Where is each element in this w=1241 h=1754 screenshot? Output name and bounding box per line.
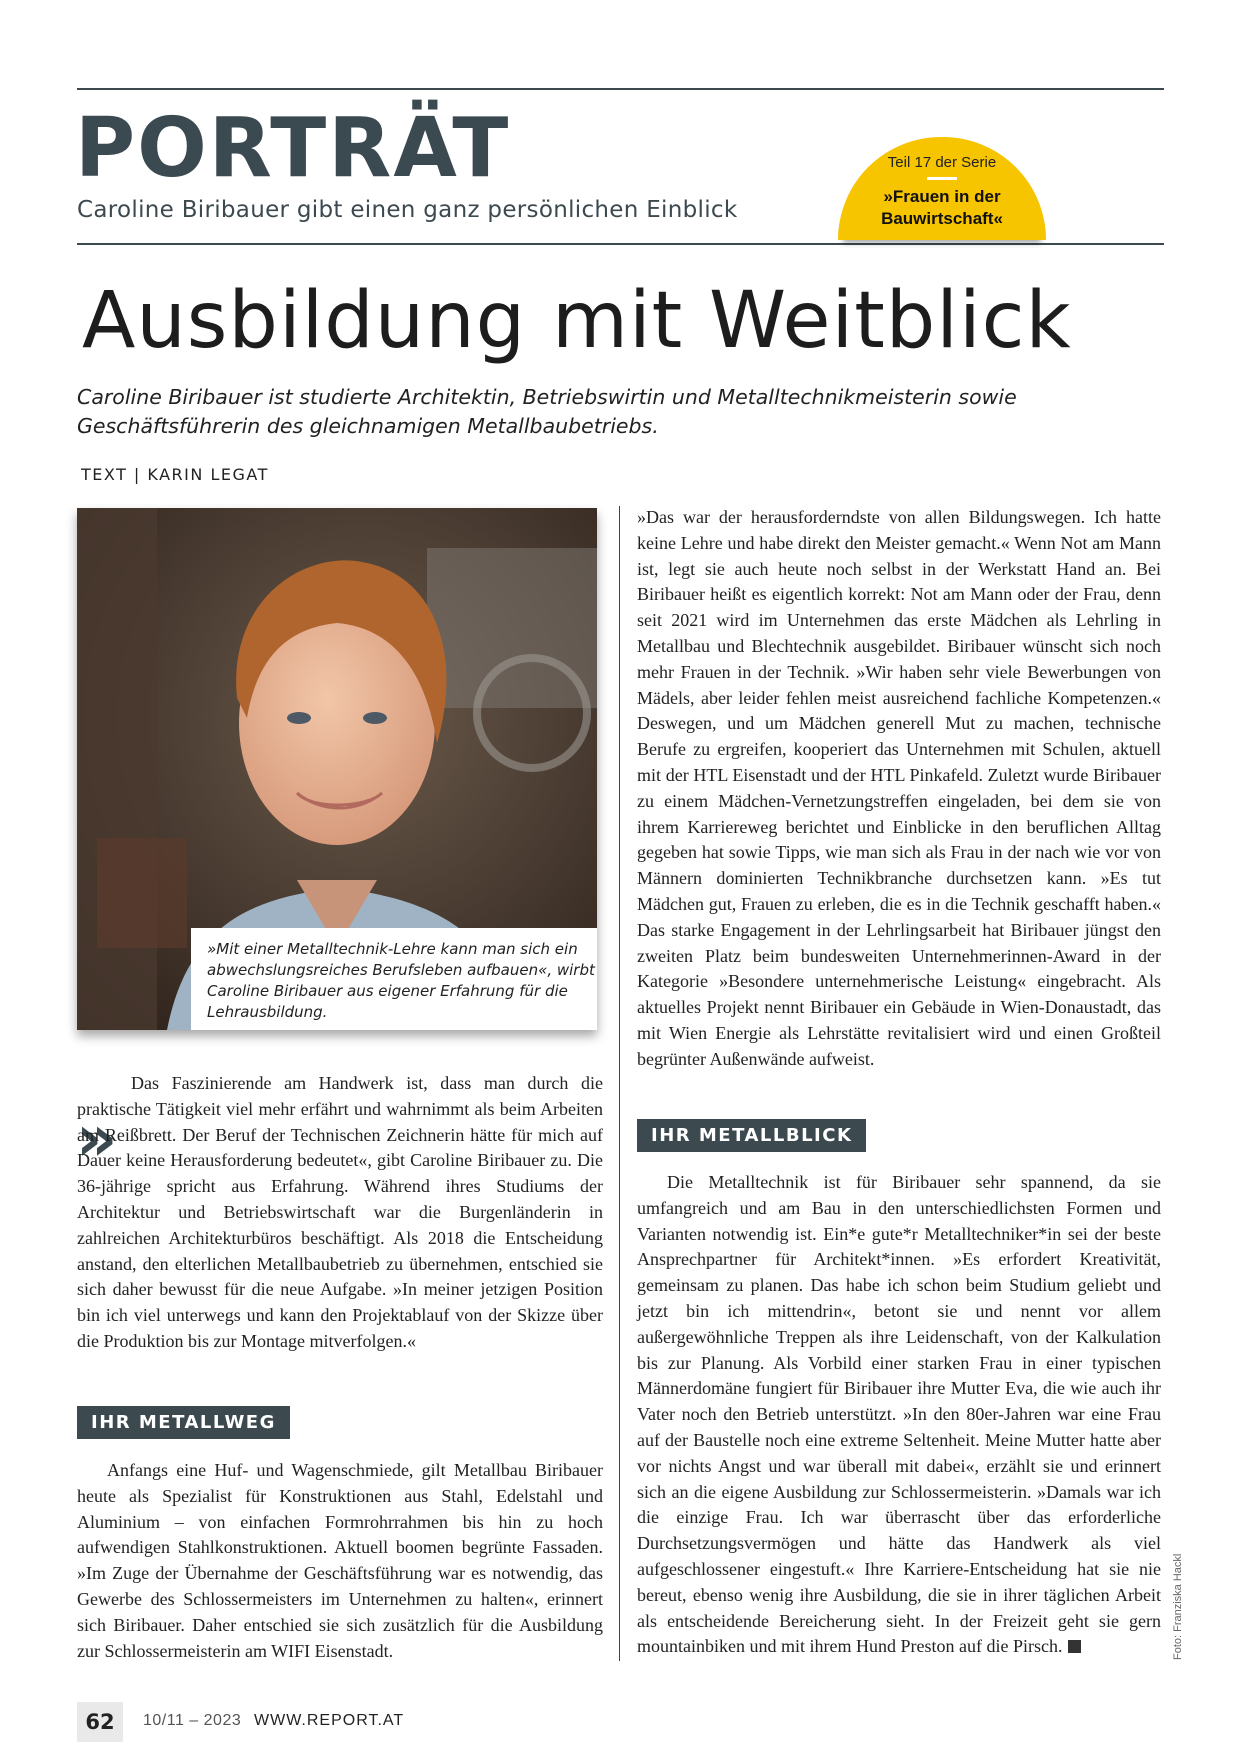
- article-headline: Ausbildung mit Weitblick: [82, 276, 1072, 366]
- section2-paragraph: [637, 1170, 1161, 1660]
- intro-paragraph: [77, 1071, 603, 1355]
- series-badge: [838, 137, 1046, 240]
- right-text-1: »Das war der herausforderndste von allen Bildungswegen. Ich hatte keine Lehre und habe direkt den Meister gemacht.« Wenn Not am Mann ist, legt sie auch heute noch selbst in der Werkstatt Hand an. Bei Biribauer heißt es eigentlich korrekt: Not am Mann oder der Frau, denn seit 2021 wird im Unternehmen das erste Mädchen als Lehrling in Metallbau und Blechtechnik ausgebildet. Biribauer wünscht sich noch mehr Frauen in der Technik. »Wir haben sehr viele Bewerbungen von Mädels, aber leider fehlen meist ausreichend fachliche Kompetenzen.« Deswegen, und um Mädchen generell Mut zu machen, technische Berufe zu ergreifen, kooperiert das Unternehmen mit Schulen, aktuell mit der HTL Eisenstadt und der HTL Pinkafeld. Zuletzt wurde Biribauer zu einem Mädchen-Vernetzungstreffen eingeladen, bei dem sie von ihrem Karriereweg berichtet und Einblicke in den beruflichen Alltag gegeben hat sowie Tipps, wie man sich als Frau in der nach wie vor von Männern dominierten Technikbranche durchsetzen kann. »Es tut Mädchen gut, Frauen zu erleben, die es in die Technik geschafft haben.« Das starke Engagement in der Lehrlingsarbeit hat Biribauer jüngst den zweiten Platz beim bundesweiten Unternehmerinnen-Award in der Kategorie »Besondere unternehmerische Leistung« eingebracht. Als aktuelles Projekt nennt Biribauer ein Gebäude in Wien-Donaustadt, das mit Wien Energie als Lehrstätte revitalisiert wird und einen Großteil begrünter Außenwände aufweist.: [637, 507, 1161, 1069]
- photo-credit: Foto: Franziska Hackl: [1172, 1553, 1184, 1660]
- section-subtitle: Caroline Biribauer gibt einen ganz persönlichen Einblick: [77, 197, 738, 223]
- badge-series-part: Teil 17 der Serie: [887, 154, 997, 171]
- badge-divider: [927, 177, 957, 180]
- section1-text: Anfangs eine Huf- und Wagenschmiede, gilt Metallbau Biribauer heute als Spezialist für Konstruktionen aus Stahl, Edelstahl und Aluminium – von einfachen Formrohrrahmen bis hin zu hoch aufwendigen Stahlkonstruktionen. Aktuell boomen begrünte Fassaden. »Im Zuge der Übernahme der Geschäftsführung war es notwendig, das Gewerbe des Schlossermeisters im Unternehmen zu halten«, erinnert sich Biribauer. Daher entschied sie sich zusätzlich für die Ausbildung zur Schlossermeisterin am WIFI Eisenstadt.: [77, 1460, 603, 1661]
- header-rule: [77, 243, 1164, 245]
- photo-caption: »Mit einer Metalltechnik-Lehre kann man sich ein abwechslungsreiches Berufsleben aufbauen«, wirbt Caroline Biribauer aus eigener Erfahrung für die Lehrausbildung.: [191, 928, 597, 1030]
- page-number: 62: [77, 1702, 123, 1742]
- portrait-photo: [77, 508, 597, 1030]
- section-heading-metallweg: IHR METALLWEG: [77, 1406, 290, 1439]
- section2-text: Die Metalltechnik ist für Biribauer sehr spannend, da sie umfangreich und am Bau in den unterschiedlichsten Formen und Varianten notwendig ist. Ein*e gute*r Metalltechniker*in sei der beste Ansprechpartner für Architekt*innen. »Es erfordert Kreativität, gemeinsam zu planen. Das habe ich schon beim Studium geliebt und jetzt bin ich mittendrin«, betont sie und nennt vor allem außergewöhnliche Treppen als ihre Leidenschaft, von der Kalkulation bis zur Planung. Als Vorbild einer starken Frau in einer typischen Männerdomäne fungiert für Biribauer ihre Mutter Eva, die wie auch ihr Vater noch den Betrieb unterstützt. »In den 80er-Jahren war eine Frau auf der Baustelle noch eine extreme Seltenheit. Meine Mutter hatte aber vor nichts Angst und war überall mit dabei«, erzählt sie und erinnert sich an die eigene Ausbildung zur Schlossermeisterin. »Damals war ich die einzige Frau. Ich war überrascht über das erforderliche Durchsetzungsvermögen und hätte das Handwerk als viel aufgeschlossener eingestuft.« Ihre Karriere-Entscheidung hat sie nie bereut, ebenso wenig ihre Ausbildung, die sie in ihrer täglichen Arbeit als entscheidende Bereicherung sieht. In der Freizeit geht sie gern mountainbiken und mit ihrem Hund Preston auf die Pirsch.: [637, 1172, 1161, 1657]
- badge-series-title-1: »Frauen in der: [883, 187, 1001, 206]
- article-lead: Caroline Biribauer ist studierte Architektin, Betriebswirtin und Metalltechnikmeisterin sowie Geschäftsführerin des gleichnamigen Metallbaubetriebs.: [77, 385, 1017, 438]
- right-paragraph-1: [637, 505, 1161, 1073]
- article-byline: TEXT | KARIN LEGAT: [81, 465, 269, 484]
- badge-series-title-2: Bauwirtschaft«: [881, 209, 1003, 228]
- section1-paragraph: [77, 1458, 603, 1664]
- section-heading-metallblick: IHR METALLBLICK: [637, 1119, 866, 1152]
- section-kicker: PORTRÄT: [75, 101, 511, 196]
- intro-text: Das Faszinierende am Handwerk ist, dass man durch die praktische Tätigkeit viel mehr erfährt und wahrnimmt als beim Arbeiten am Reißbrett. Der Beruf der Technischen Zeichnerin hätte für mich auf Dauer keine Herausforderung bedeutet«, gibt Caroline Biribauer zu. Die 36-jährige spricht aus Erfahrung. Während ihres Studiums der Architektur und Betriebswirtschaft war die Burgenländerin in zahlreichen Architekturbüros beschäftigt. Als 2018 die Entscheidung anstand, den elterlichen Metallbaubetrieb zu übernehmen, entschied sie sich daher bewusst für die neue Aufgabe. »In meiner jetzigen Position bin ich viel unterwegs und kann den Projektablauf von der Skizze über die Produktion bis zur Montage mitverfolgen.«: [77, 1073, 603, 1351]
- issue-date: 10/11 – 2023: [143, 1712, 242, 1729]
- top-rule: [77, 88, 1164, 90]
- website-link[interactable]: WWW.REPORT.AT: [254, 1712, 405, 1729]
- end-square-icon: [1068, 1640, 1081, 1653]
- column-divider: [619, 506, 620, 1661]
- drop-quote-mark: »: [76, 1102, 118, 1176]
